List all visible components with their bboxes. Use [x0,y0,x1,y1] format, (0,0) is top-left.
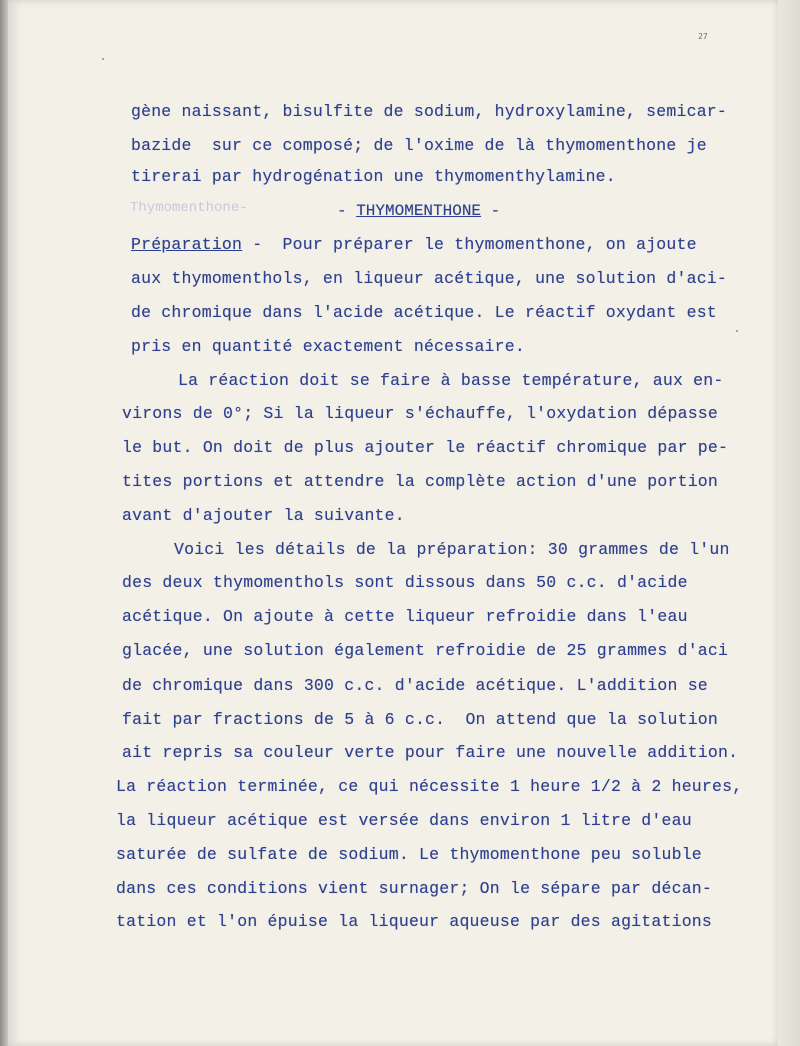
text-line: La réaction terminée, ce qui nécessite 1 heure 1/2 à 2 heures, [116,777,743,796]
heading-prefix: - [337,202,357,220]
text-line: bazide sur ce composé; de l'oxime de là thymomenthone je [131,136,707,155]
text-line: la liqueur acétique est versée dans environ 1 litre d'eau [116,811,692,830]
paper-speck [102,58,104,60]
text-line: avant d'ajouter la suivante. [122,506,405,525]
heading-suffix: - [481,202,501,220]
text-line: dans ces conditions vient surnager; On le sépare par décan- [116,879,712,898]
text-line: de chromique dans 300 c.c. d'acide acétique. L'addition se [122,676,708,695]
text-line: aux thymomenthols, en liqueur acétique, une solution d'aci- [131,269,727,288]
text-line: - Pour préparer le thymomenthone, on ajoute [242,235,697,254]
text-line: acétique. On ajoute à cette liqueur refroidie dans l'eau [122,607,688,626]
text-line: tation et l'on épuise la liqueur aqueuse par des agitations [116,912,712,931]
text-line: saturée de sulfate de sodium. Le thymomenthone peu soluble [116,845,702,864]
text-line: La réaction doit se faire à basse température, aux en- [178,371,724,390]
page-number: 27 [698,32,708,41]
preparation-line [131,235,697,254]
text-line: glacée, une solution également refroidie de 25 grammes d'aci [122,641,729,660]
paper-speck [736,330,738,332]
text-line: tirerai par hydrogénation une thymomenthylamine. [131,167,616,186]
text-line: des deux thymomenthols sont dissous dans 50 c.c. d'acide [122,573,688,592]
text-line: pris en quantité exactement nécessaire. [131,337,525,356]
heading-title: THYMOMENTHONE [356,202,482,220]
faint-struck-note: Thymomenthone- [130,200,248,216]
preparation-label: Préparation [131,235,243,254]
section-heading [337,202,500,220]
text-line: le but. On doit de plus ajouter le réactif chromique par pe- [122,438,729,457]
text-line: de chromique dans l'acide acétique. Le réactif oxydant est [131,303,717,322]
text-line: virons de 0°; Si la liqueur s'échauffe, l'oxydation dépasse [122,404,718,423]
text-line: gène naissant, bisulfite de sodium, hydroxylamine, semicar- [131,102,727,121]
next-page-edge [778,0,800,1046]
text-line: Voici les détails de la préparation: 30 grammes de l'un [174,540,730,559]
text-line: fait par fractions de 5 à 6 c.c. On attend que la solution [122,710,718,729]
book-binding [0,0,8,1046]
text-line: ait repris sa couleur verte pour faire une nouvelle addition. [122,743,739,762]
text-line: tites portions et attendre la complète action d'une portion [122,472,718,491]
